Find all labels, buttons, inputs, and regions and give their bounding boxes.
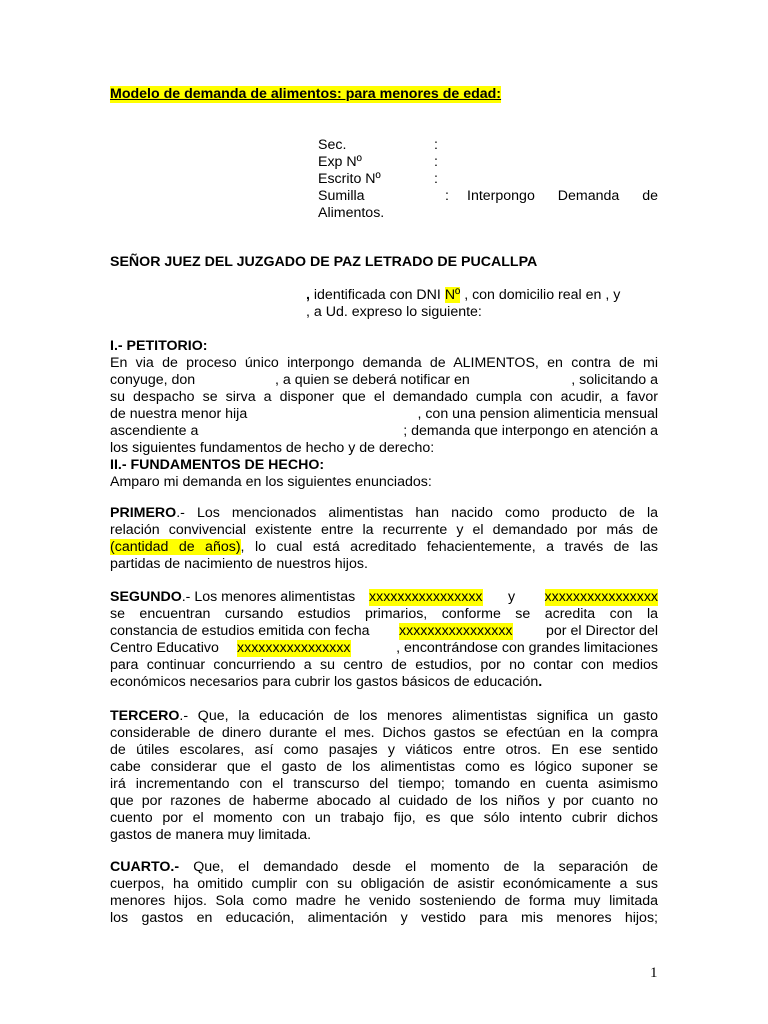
header-colon: : [434, 154, 438, 170]
petitorio-heading: I.- PETITORIO: [110, 338, 208, 354]
segundo-text: y [508, 589, 516, 605]
petitorio-text: conyuge, don [110, 372, 196, 388]
header-colon: : [434, 137, 438, 153]
header-label: Escrito Nº [318, 171, 381, 187]
segundo-text [110, 589, 355, 606]
cuarto-paragraph [110, 859, 658, 927]
case-header [318, 137, 658, 222]
segundo-line: se encuentran cursando estudios primarios, conforme se acredita con la [110, 606, 658, 622]
petitorio-line: En via de proceso único interpongo demanda de ALIMENTOS, en contra de mi [110, 355, 658, 371]
primero-line [110, 539, 658, 556]
header-row-escrito [318, 171, 658, 188]
primero-text: .- Los mencionados alimentistas han nacido como producto de la [176, 505, 658, 521]
intro-comma: , [306, 287, 310, 303]
header-row-exp [318, 154, 658, 171]
header-row-sumilla-cont [318, 205, 658, 222]
intro-text: , con domicilio real en , y [460, 287, 621, 303]
petitorio-text: , solicitando a [571, 372, 658, 388]
tercero-line: irá incrementando con el transcurso del tiempo; tomando en cuenta asimismo [110, 776, 658, 792]
header-colon: : [434, 171, 438, 187]
tercero-text: .- Que, la educación de los menores alimentistas significa un gasto [179, 708, 658, 724]
segundo-text: económicos necesarios para cubrir los gastos básicos de educación [110, 674, 539, 690]
segundo-line: para continuar concurriendo a su centro de estudios, por no contar con medios [110, 657, 658, 673]
segundo-text: , encontrándose con grandes limitaciones [396, 640, 658, 656]
intro-line: , a Ud. expreso lo siguiente: [306, 304, 482, 320]
primero-line: relación convivencial existente entre la recurrente y el demandado por más de [110, 522, 658, 538]
segundo-period: . [538, 674, 543, 690]
segundo-line [110, 674, 658, 691]
petitorio-line [110, 372, 658, 389]
tercero-line: gastos de manera muy limitada. [110, 827, 312, 843]
sumilla-value: Interpongo Demanda de [467, 188, 658, 204]
tercero-line: cabe considerar que el gasto de los alimentistas como es lógico suponer se [110, 759, 658, 775]
segundo-text: Centro Educativo [110, 640, 219, 656]
dni-highlight: Nº [444, 287, 461, 303]
cuarto-line: los gastos en educación, alimentación y vestido para mis menores hijos; [110, 910, 658, 926]
header-row-sec [318, 137, 658, 154]
header-label: Exp Nº [318, 154, 362, 170]
cuarto-line [110, 859, 658, 876]
placeholder-highlight: xxxxxxxxxxxxxxxx [369, 589, 483, 605]
primero-label: PRIMERO [110, 505, 177, 521]
addressee: SEÑOR JUEZ DEL JUZGADO DE PAZ LETRADO DE PUCALLPA [110, 254, 538, 270]
cuarto-line: menores hijos. Sola como madre he venido sosteniendo de forma muy limitada [110, 893, 658, 909]
page-number: 1 [650, 965, 658, 981]
petitorio-section [110, 338, 658, 491]
sumilla-value-cont: Alimentos. [318, 205, 385, 221]
primero-line: partidas de nacimiento de nuestros hijos. [110, 556, 368, 572]
header-colon: : [445, 188, 449, 204]
placeholder-highlight: xxxxxxxxxxxxxxxx [544, 589, 658, 605]
petitorio-line: los siguientes fundamentos de hecho y de derecho: [110, 440, 435, 456]
tercero-line: cuento por el momento con un trabajo fijo, es que sólo intento cubrir dichos [110, 810, 658, 826]
tercero-line [110, 708, 658, 725]
intro-paragraph [306, 287, 661, 321]
document-title: Modelo de demanda de alimentos: para menores de edad: [110, 86, 502, 102]
cuarto-label: CUARTO.- [110, 859, 180, 875]
petitorio-line: su despacho se sirva a disponer que el demandado cumpla con acudir, a favor [110, 389, 658, 405]
tercero-line: considerable de dinero durante el mes. Dichos gastos se efectúan en la compra [110, 725, 658, 741]
segundo-line [110, 589, 658, 606]
primero-paragraph [110, 505, 658, 573]
cuarto-text: Que, el demandado desde el momento de la separación de [179, 859, 658, 875]
petitorio-text: , con una pension alimenticia mensual [417, 406, 658, 422]
placeholder-highlight: xxxxxxxxxxxxxxxx [399, 623, 513, 639]
segundo-paragraph [110, 589, 658, 691]
fundamentos-intro: Amparo mi demanda en los siguientes enunciados: [110, 474, 432, 490]
tercero-line: que por razones de haberme abocado al cuidado de los niños y por cuanto no [110, 793, 658, 809]
petitorio-text: ascendiente a [110, 423, 199, 439]
segundo-text: por el Director del [546, 623, 658, 639]
segundo-text: constancia de estudios emitida con fecha [110, 623, 370, 639]
header-label: Sec. [318, 137, 347, 153]
segundo-text: .- Los menores alimentistas [181, 589, 356, 605]
petitorio-text: ; demanda que interpongo en atención a [403, 423, 658, 439]
tercero-line: de útiles escolares, así como pasajes y viáticos entre otros. En ese sentido [110, 742, 658, 758]
petitorio-line [110, 406, 658, 423]
segundo-label: SEGUNDO [110, 589, 182, 605]
segundo-line [110, 640, 658, 657]
intro-line [306, 287, 661, 304]
petitorio-line [110, 423, 658, 440]
years-highlight: (cantidad de años) [110, 539, 241, 555]
tercero-label: TERCERO [110, 708, 180, 724]
petitorio-text: , a quien se deberá notificar en [275, 372, 470, 388]
cuarto-line: cuerpos, ha omitido cumplir con su obligación de asistir económicamente a sus [110, 876, 658, 892]
petitorio-text: de nuestra menor hija [110, 406, 248, 422]
header-row-sumilla [318, 188, 658, 205]
tercero-paragraph [110, 708, 658, 844]
fundamentos-heading: II.- FUNDAMENTOS DE HECHO: [110, 457, 325, 473]
primero-text: , lo cual está acreditado fehacientemente, a través de las [240, 539, 658, 555]
segundo-line [110, 623, 658, 640]
placeholder-highlight: xxxxxxxxxxxxxxxx [237, 640, 351, 656]
primero-line [110, 505, 658, 522]
header-label: Sumilla [318, 188, 365, 204]
intro-text: identificada con DNI [309, 287, 445, 303]
